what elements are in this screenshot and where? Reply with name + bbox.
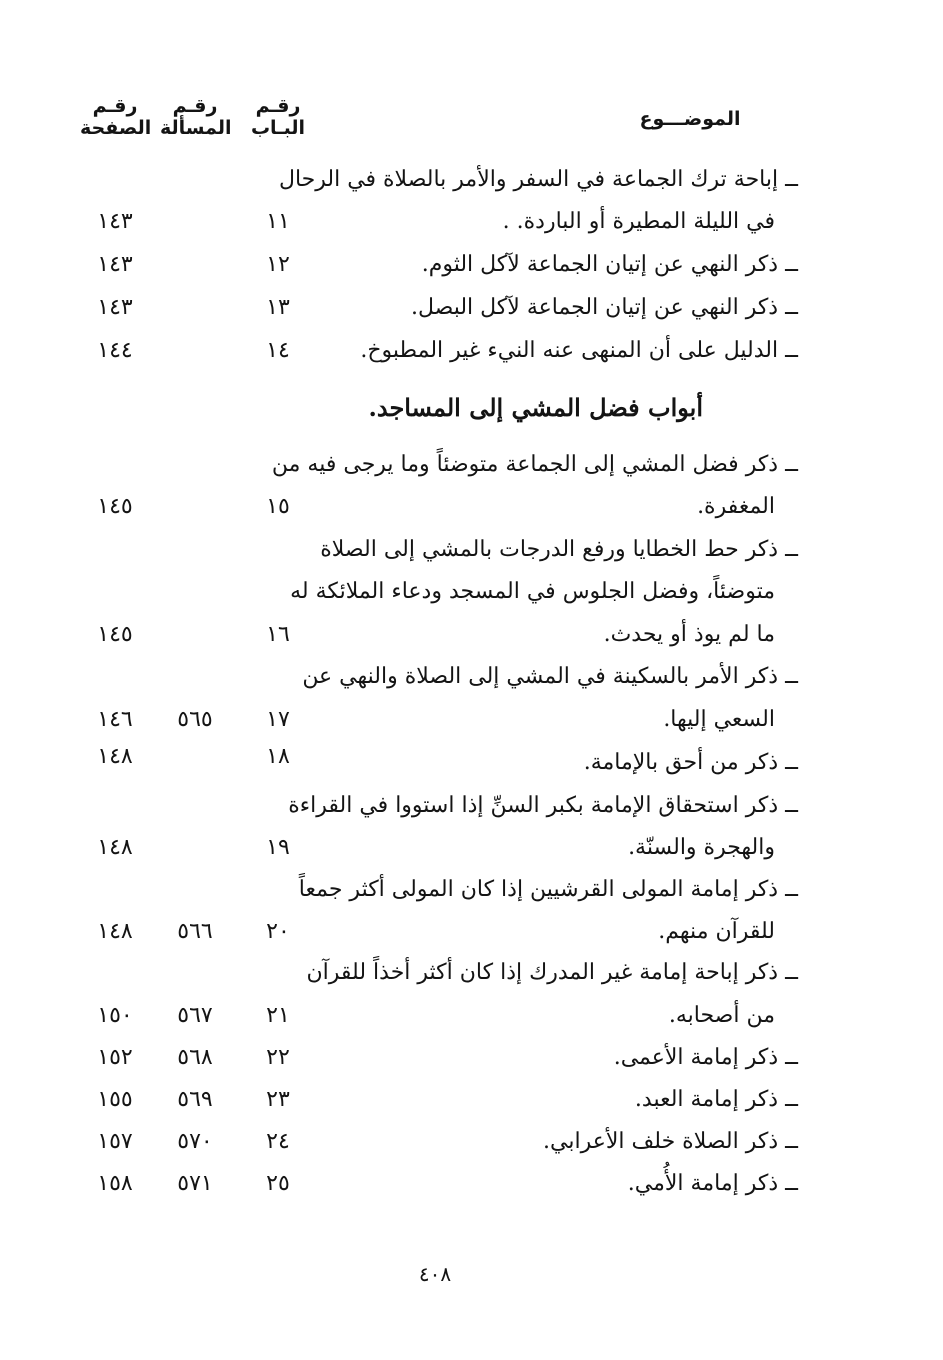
issue-number: ٥٦٨ — [177, 1045, 213, 1070]
page-number-cell: ١٥٥ — [97, 1087, 133, 1112]
entry-title: ــ ذكر استحقاق الإمامة بكبر السنِّ إذا استووا في القراءة — [288, 793, 798, 818]
chapter-number: ٢٤ — [266, 1129, 290, 1154]
chapter-number: ١٣ — [266, 295, 290, 320]
chapter-number: ١٦ — [266, 622, 290, 647]
entry-title-continuation: ما لم يوذ أو يحدث. — [603, 622, 775, 647]
page-number-cell: ١٥٠ — [97, 1003, 133, 1028]
issue-number: ٥٦٧ — [177, 1003, 213, 1028]
entry-title: ــ ذكر إمامة المولى القرشيين إذا كان المولى أكثر جمعاً — [298, 877, 798, 902]
entry-title-continuation: من أصحابه. — [668, 1003, 775, 1028]
entry-title: ــ ذكر النهي عن إتيان الجماعة لآكل البصل. — [410, 295, 798, 320]
issue-number: ٥٦٩ — [177, 1087, 213, 1112]
chapter-number: ٢٠ — [266, 919, 290, 944]
chapter-number: ٢٣ — [266, 1087, 290, 1112]
page-number-cell: ١٥٧ — [97, 1129, 133, 1154]
entry-title: ــ ذكر إباحة إمامة غير المدرك إذا كان أكثر أخذاً للقرآن — [306, 960, 798, 985]
page-number-cell: ١٤٣ — [97, 209, 133, 234]
chapter-number: ١٥ — [266, 494, 290, 519]
chapter-number: ١٤ — [266, 338, 290, 363]
chapter-number: ٢٥ — [266, 1171, 290, 1196]
issue-number: ٥٧١ — [177, 1171, 213, 1196]
entry-title: ــ ذكر فضل المشي إلى الجماعة متوضئاً وما يرجى فيه من — [271, 452, 798, 477]
page-number-header-line1: رقـم — [92, 95, 138, 117]
page-number-cell: ١٤٨ — [97, 919, 133, 944]
section-heading: أبواب فضل المشي إلى المساجد. — [368, 393, 703, 422]
chapter-number: ٢١ — [266, 1003, 290, 1028]
entry-title-continuation: متوضئاً، وفضل الجلوس في المسجد ودعاء الملائكة له — [290, 579, 775, 604]
page-number-cell: ١٤٨ — [97, 744, 133, 769]
page-number: ٤٠٨ — [418, 1262, 452, 1286]
page-number-cell: ١٤٦ — [97, 707, 133, 732]
chapter-number: ١٨ — [266, 744, 290, 769]
chapter-number-header-line1: رقـم — [255, 95, 301, 117]
page-number-cell: ١٤٤ — [97, 338, 133, 363]
chapter-number: ٢٢ — [266, 1045, 290, 1070]
page-number-cell: ١٥٢ — [97, 1045, 133, 1070]
chapter-number-header-line2: البـاب — [250, 117, 306, 139]
chapter-number: ١٩ — [266, 835, 290, 860]
entry-title-continuation: في الليلة المطيرة أو الباردة. . — [502, 209, 775, 234]
entry-title-continuation: المغفرة. — [697, 494, 775, 519]
issue-number-header-line1: رقـم — [172, 95, 218, 117]
entry-title: ــ ذكر حط الخطايا ورفع الدرجات بالمشي إلى الصلاة — [320, 537, 798, 562]
entry-title: ــ ذكر إمامة العبد. — [634, 1087, 798, 1112]
entry-title: ــ ذكر الصلاة خلف الأعرابي. — [543, 1129, 798, 1154]
chapter-number: ١١ — [266, 209, 290, 234]
issue-number-header-line2: المسألة — [160, 117, 232, 139]
entry-title: ــ ذكر من أحق بالإمامة. — [583, 750, 798, 775]
page-number-header — [80, 95, 150, 139]
entry-title-continuation: للقرآن منهم. — [658, 919, 775, 944]
chapter-number: ١٢ — [266, 252, 290, 277]
chapter-number-header — [243, 95, 313, 139]
entry-title-continuation: والهجرة والسنّة. — [628, 835, 775, 860]
subject-header: الموضـــوع — [639, 108, 741, 130]
entry-title: ــ ذكر النهي عن إتيان الجماعة لآكل الثوم. — [421, 252, 798, 277]
issue-number: ٥٧٠ — [177, 1129, 213, 1154]
issue-number: ٥٦٥ — [177, 707, 213, 732]
entry-title: ــ الدليل على أن المنهى عنه النيء غير المطبوخ. — [360, 338, 798, 363]
issue-number: ٥٦٦ — [177, 919, 213, 944]
chapter-number: ١٧ — [266, 707, 290, 732]
entry-title: ــ ذكر إمامة الأعمى. — [613, 1045, 798, 1070]
issue-number-header — [160, 95, 230, 139]
page-number-cell: ١٥٨ — [97, 1171, 133, 1196]
page-number-cell: ١٤٥ — [97, 494, 133, 519]
entry-title: ــ إباحة ترك الجماعة في السفر والأمر بالصلاة في الرحال — [278, 167, 798, 192]
page-number-cell: ١٤٥ — [97, 622, 133, 647]
entry-title-continuation: السعي إليها. — [663, 707, 775, 732]
page-number-cell: ١٤٨ — [97, 835, 133, 860]
page-number-header-line2: الصفحة — [80, 117, 152, 139]
entry-title: ــ ذكر إمامة الأُمي. — [627, 1171, 798, 1196]
entry-title: ــ ذكر الأمر بالسكينة في المشي إلى الصلاة والنهي عن — [302, 664, 798, 689]
page-number-cell: ١٤٣ — [97, 295, 133, 320]
page-number-cell: ١٤٣ — [97, 252, 133, 277]
